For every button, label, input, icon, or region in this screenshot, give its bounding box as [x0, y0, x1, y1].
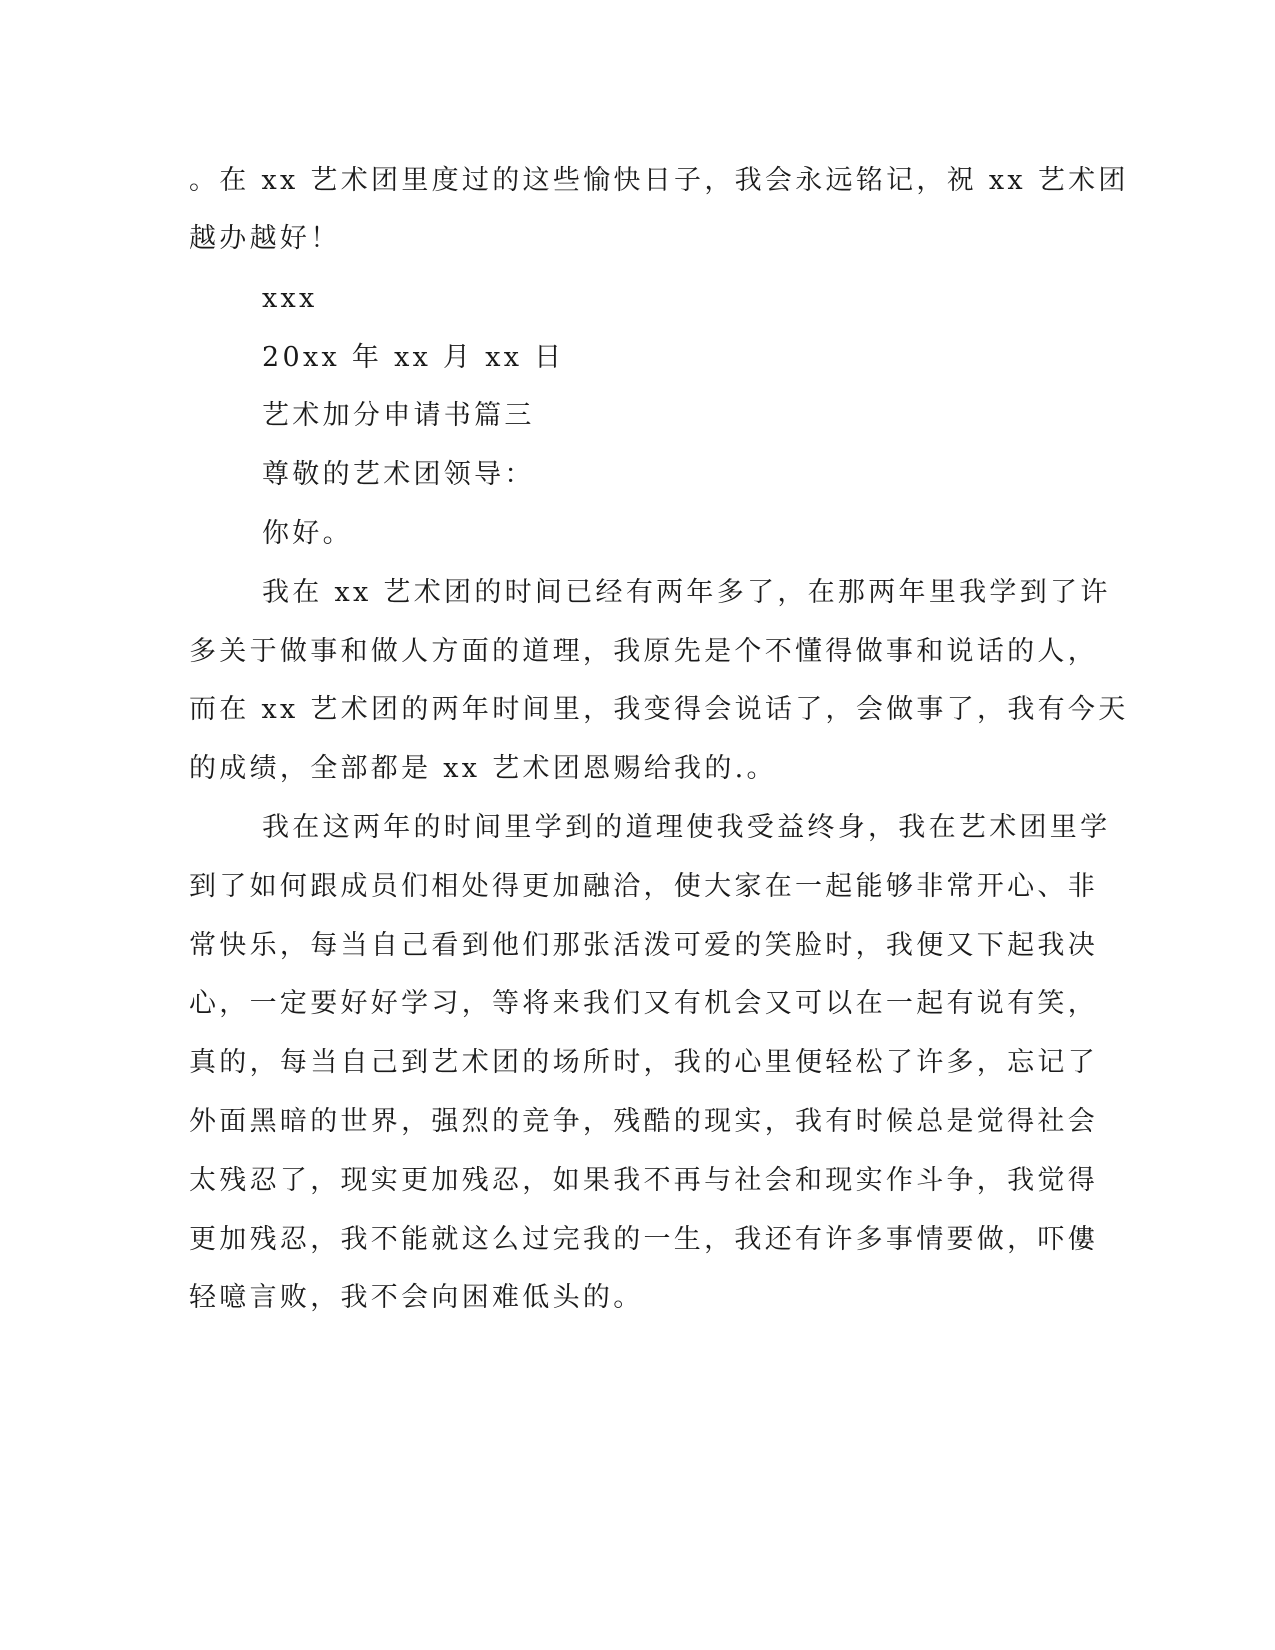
signature-name: xxx: [262, 283, 318, 314]
paragraph-line: 太残忍了，现实更加残忍，如果我不再与社会和现实作斗争，我觉得: [189, 1165, 1098, 1196]
paragraph-line: 更加残忍，我不能就这么过完我的一生，我还有许多事情要做，吓僂: [189, 1224, 1098, 1255]
paragraph-line: 到了如何跟成员们相处得更加融洽，使大家在一起能够非常开心、非: [189, 871, 1098, 902]
salutation: 尊敬的艺术团领导：: [262, 459, 535, 490]
paragraph-line: 越办越好！: [189, 223, 341, 254]
greeting: 你好。: [262, 518, 353, 549]
section-title: 艺术加分申请书篇三: [262, 400, 535, 431]
paragraph-line: 我在这两年的时间里学到的道理使我受益终身，我在艺术团里学: [262, 812, 1111, 843]
paragraph-line: 多关于做事和做人方面的道理，我原先是个不懂得做事和说话的人，: [189, 636, 1098, 667]
paragraph-line: 真的，每当自己到艺术团的场所时，我的心里便轻松了许多，忘记了: [189, 1047, 1098, 1078]
signature-date: 20xx 年 xx 月 xx 日: [262, 342, 565, 373]
paragraph-line: 我在 xx 艺术团的时间已经有两年多了，在那两年里我学到了许: [262, 577, 1111, 608]
paragraph-line: 轻噫言败，我不会向困难低头的。: [189, 1282, 644, 1313]
paragraph-line: 心，一定要好好学习，等将来我们又有机会又可以在一起有说有笑，: [189, 988, 1098, 1019]
paragraph-line: 常快乐，每当自己看到他们那张活泼可爱的笑脸时，我便又下起我决: [189, 930, 1098, 961]
paragraph-line: 而在 xx 艺术团的两年时间里，我变得会说话了，会做事了，我有今天: [189, 694, 1129, 725]
paragraph-line: 外面黑暗的世界，强烈的竞争，残酷的现实，我有时候总是觉得社会: [189, 1106, 1098, 1137]
paragraph-line: 。在 xx 艺术团里度过的这些愉快日子，我会永远铭记，祝 xx 艺术团: [189, 165, 1129, 196]
paragraph-line: 的成绩，全部都是 xx 艺术团恩赐给我的.。: [189, 753, 777, 784]
